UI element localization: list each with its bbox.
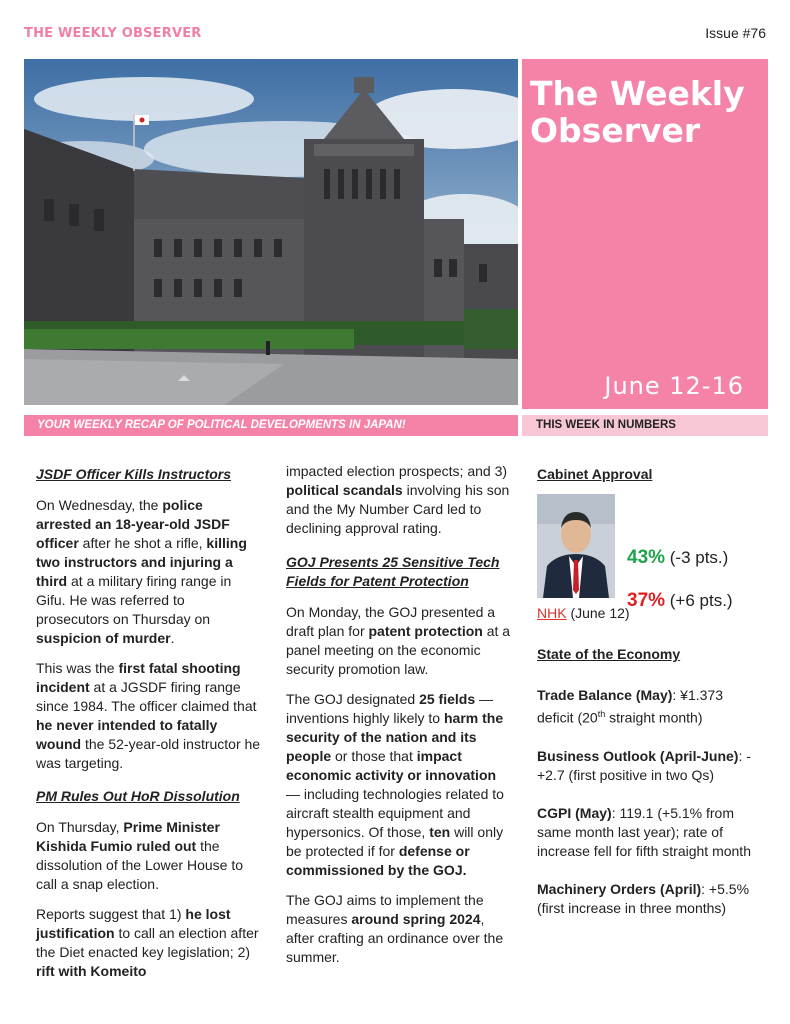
disapproval-stat bbox=[627, 590, 733, 612]
newsletter-title bbox=[530, 75, 745, 149]
headline-hor: PM Rules Out HoR Dissolution bbox=[36, 788, 240, 804]
title-line-2: Observer bbox=[530, 111, 701, 150]
issue-date: June 12-16 bbox=[604, 372, 744, 400]
cover-photo-diet-building bbox=[24, 59, 518, 405]
economy-item: Machinery Orders (April): +5.5% (first increase in three months) bbox=[537, 880, 750, 916]
masthead-small-title: THE WEEKLY OBSERVER bbox=[24, 26, 202, 41]
patent-paragraph-2: The GOJ designated 25 fields — inventions highly likely to harm the security of the nation and its people or those that impact economic activity or innovation — including technologies related to aircraft stealth equipment and hypersonics. Of those, ten will only be protected if for defense or commissioned by the GOJ. bbox=[286, 691, 504, 878]
approval-stat bbox=[627, 547, 728, 569]
title-line-1: The Weekly bbox=[530, 74, 745, 113]
portrait-illustration bbox=[537, 494, 615, 598]
economy-heading: State of the Economy bbox=[537, 646, 681, 662]
patent-paragraph-1: On Monday, the GOJ presented a draft plan for patent protection at a panel meeting on the economic security promotion law. bbox=[286, 604, 511, 677]
diet-building-illustration bbox=[24, 59, 518, 405]
economy-item: Trade Balance (May): ¥1.373 deficit (20th straight month) bbox=[537, 687, 723, 726]
column-2 bbox=[286, 462, 511, 978]
cabinet-approval-heading: Cabinet Approval bbox=[537, 466, 653, 482]
column-3-numbers bbox=[537, 462, 762, 937]
economy-item: Business Outlook (April-June): -+2.7 (first positive in two Qs) bbox=[537, 747, 751, 783]
approval-block bbox=[537, 494, 762, 611]
disapproval-percent: 37% bbox=[627, 590, 666, 611]
tagline-text: YOUR WEEKLY RECAP OF POLITICAL DEVELOPMENTS IN JAPAN! bbox=[37, 419, 406, 431]
disapproval-change: (+6 pts.) bbox=[665, 591, 733, 610]
jsdf-paragraph-2: This was the first fatal shooting incident at a JGSDF firing range since 1984. The officer claimed that he never intended to fatally wound the 52-year-old instructor he was targeting. bbox=[36, 660, 261, 771]
source-date: (June 12) bbox=[566, 605, 630, 621]
patent-paragraph-3: The GOJ aims to implement the measures around spring 2024, after crafting an ordinance over the summer. bbox=[286, 892, 504, 965]
jsdf-paragraph-1: On Wednesday, the police arrested an 18-year-old JSDF officer after he shot a rifle, killing two instructors and injuring a third at a military firing range in Gifu. He was referred to prosecutors on Thursday on suspicion of murder. bbox=[36, 497, 247, 646]
numbers-label: THIS WEEK IN NUMBERS bbox=[536, 419, 676, 431]
approval-change: (-3 pts.) bbox=[665, 548, 729, 567]
issue-number: Issue #76 bbox=[705, 25, 766, 41]
column-1 bbox=[36, 462, 261, 992]
hor-paragraph-2-continued: impacted election prospects; and 3) political scandals involving his son and the My Number Card led to declining approval rating. bbox=[286, 463, 510, 536]
tagline-bar bbox=[24, 415, 518, 436]
headline-jsdf: JSDF Officer Kills Instructors bbox=[36, 466, 232, 482]
economy-list bbox=[537, 686, 762, 918]
headline-patent: GOJ Presents 25 Sensitive Tech Fields for Patent Protection bbox=[286, 554, 500, 589]
hor-paragraph-2: Reports suggest that 1) he lost justification to call an election after the Diet enacted key legislation; 2) rift with Komeito bbox=[36, 906, 259, 979]
economy-item: CGPI (May): 119.1 (+5.1% from same month last year); rate of increase fell for fifth straight month bbox=[537, 804, 751, 859]
hor-paragraph-1: On Thursday, Prime Minister Kishida Fumio ruled out the dissolution of the Lower House to call a snap election. bbox=[36, 819, 244, 892]
pm-portrait bbox=[537, 494, 615, 598]
numbers-bar bbox=[522, 415, 768, 436]
approval-percent: 43% bbox=[627, 547, 666, 568]
nhk-source-link[interactable]: NHK bbox=[537, 605, 567, 621]
title-panel bbox=[522, 59, 768, 409]
